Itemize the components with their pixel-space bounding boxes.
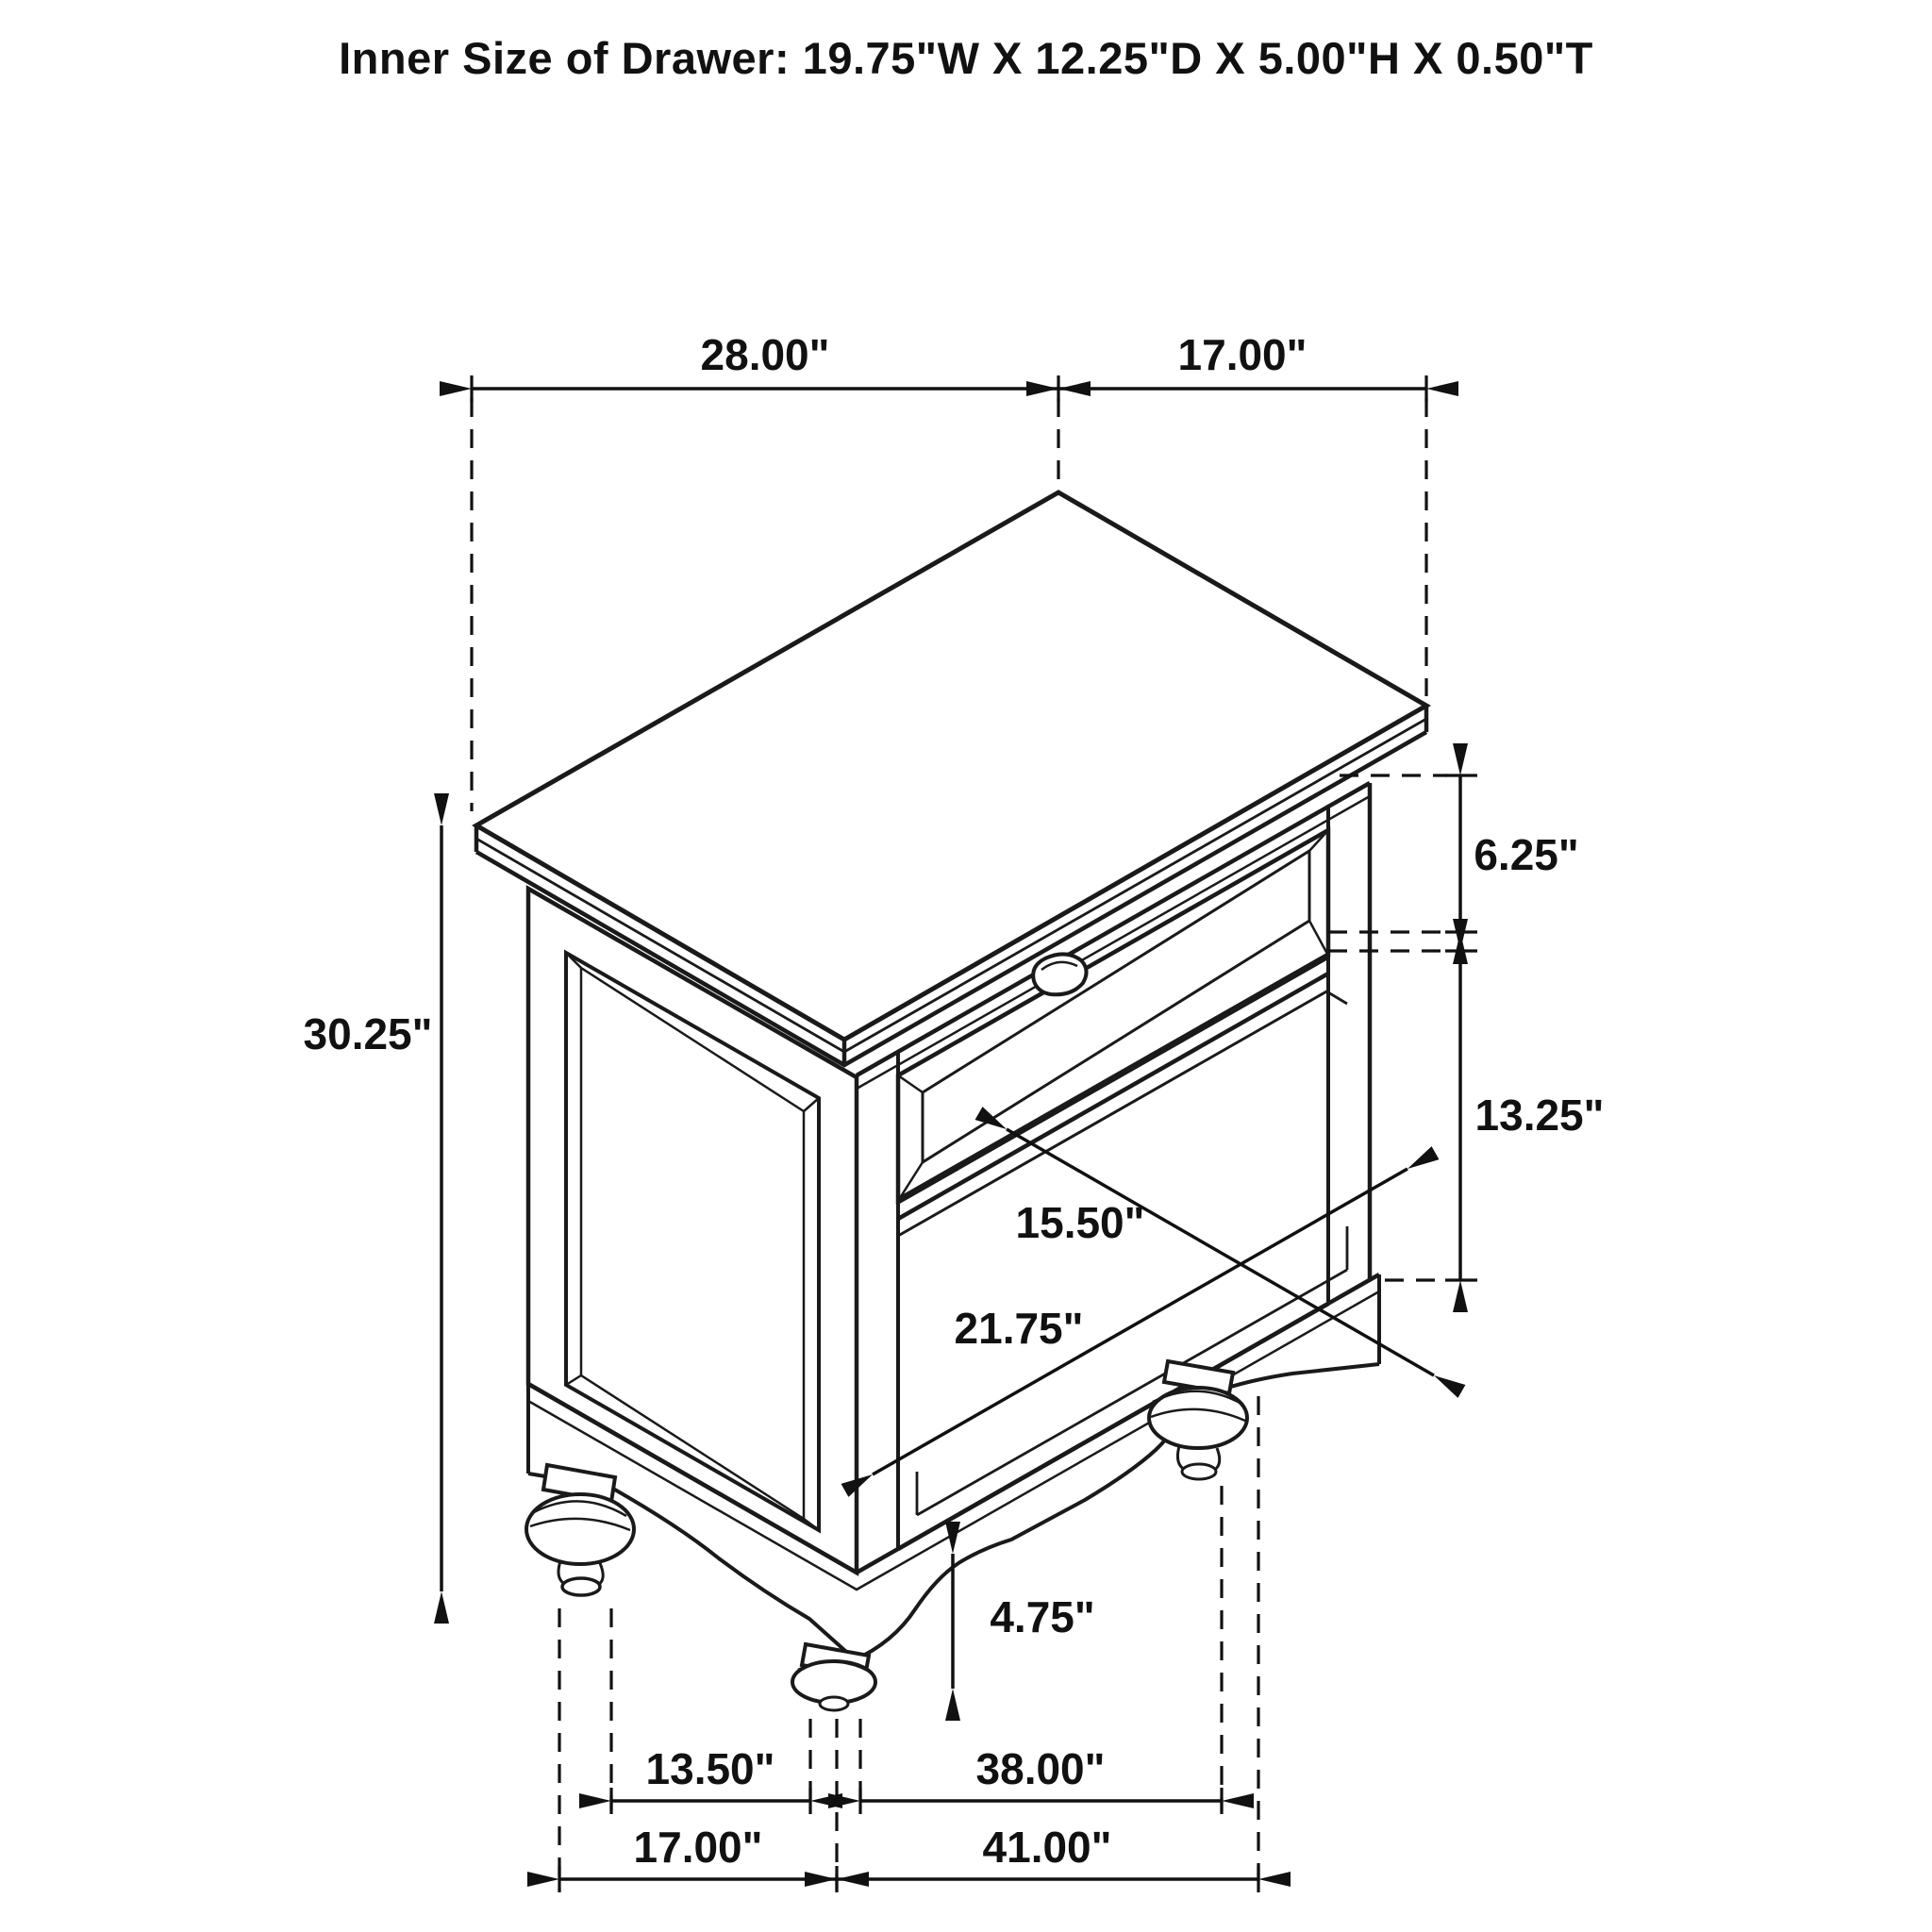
nightstand-drawing [476, 492, 1426, 1710]
diagram-title: Inner Size of Drawer: 19.75"W X 12.25"D X 5.00"H X 0.50"T [339, 33, 1593, 83]
dim-drawer-height-label: 6.25" [1474, 830, 1579, 879]
dim-top-depth-label: 17.00" [1177, 330, 1307, 379]
dim-shelf-depth-label: 15.50" [1015, 1198, 1145, 1247]
dim-overall-height [304, 825, 441, 1591]
dim-foot-spacing-side [611, 1744, 810, 1814]
dim-overall-height-label: 30.25" [303, 1009, 433, 1058]
dim-foot-spacing-front [860, 1744, 1222, 1814]
bottom-extension-lines [559, 1396, 1258, 1890]
dim-shelf-height-label: 13.25" [1474, 1091, 1605, 1140]
dim-shelf-width-label: 21.75" [954, 1304, 1084, 1353]
left-foot [526, 1465, 634, 1595]
dim-foot-height-label: 4.75" [990, 1592, 1095, 1641]
front-foot [792, 1644, 875, 1710]
dim-base-width-label: 41.00" [982, 1823, 1112, 1872]
drawer-handle [1033, 954, 1086, 994]
dim-foot-spacing-front-label: 38.00" [975, 1744, 1106, 1793]
dim-foot-height [953, 1554, 1095, 1689]
dim-top-width-label: 28.00" [700, 330, 830, 379]
right-foot [1149, 1361, 1247, 1479]
dim-base-depth-label: 17.00" [633, 1823, 763, 1872]
dim-base-depth [559, 1823, 837, 1892]
dim-base-width [837, 1823, 1258, 1892]
dim-foot-spacing-side-label: 13.50" [645, 1744, 775, 1793]
